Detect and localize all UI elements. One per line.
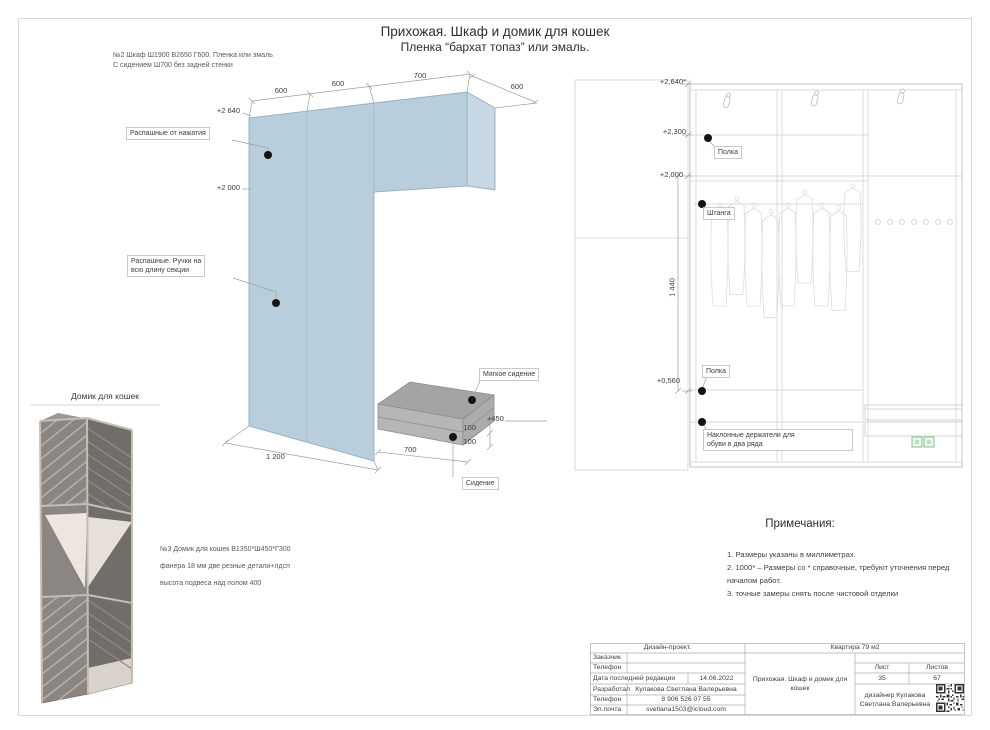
tb-sheet-title xyxy=(745,653,855,715)
qr-code xyxy=(936,684,964,712)
el-elev-2300: +2,300 xyxy=(662,127,686,136)
tb-customer-label: Заказчик xyxy=(593,654,621,661)
label-handles-line2: всю длину секции xyxy=(131,267,190,274)
tb-designer-line2: Светлана Валерьевна xyxy=(859,700,931,708)
elevation-view-drawing xyxy=(570,75,970,475)
tb-developed-value: Кулакова Светлана Валерьевна xyxy=(635,685,737,693)
cat-house-note xyxy=(160,541,291,592)
tb-phone2-label: Телефон xyxy=(593,696,622,703)
iso-dim-100-1: 100 xyxy=(463,423,476,432)
wardrobe-spec-line1: №2 Шкаф Ш1900 В2650 Г600. Пленка или эмаль xyxy=(113,52,273,59)
label-shoe-line2: обуви в два ряда xyxy=(707,441,763,448)
tb-email-label: Эл.почта xyxy=(593,706,622,713)
cat-note-line2: фанера 18 мм две резные детали+лдсп xyxy=(160,563,290,570)
sheet-title: Прихожая. Шкаф и домик для кошек xyxy=(380,24,610,39)
tb-date-label: Дата последней редакции xyxy=(593,674,676,682)
el-elev-2000: +2,000 xyxy=(659,170,683,179)
wardrobe-spec-note xyxy=(113,51,273,71)
notes-heading: Примечания: xyxy=(765,518,835,530)
iso-dim-600-2: 600 xyxy=(331,79,345,88)
label-seat: Сидение xyxy=(462,477,499,490)
note-item-3: 3. точные замеры снять после чистовой отделки xyxy=(727,589,899,598)
label-soft-seat: Мягкое сидение xyxy=(479,368,539,381)
label-shelf-top: Полка xyxy=(714,146,742,159)
tb-sheet-label: Лист xyxy=(874,664,890,671)
tb-apartment: Квартира 79 м2 xyxy=(830,644,880,651)
el-elev-2640: +2,640* xyxy=(659,77,686,86)
label-rod: Штанга xyxy=(703,207,735,220)
iso-dim-600-3: 600 xyxy=(510,82,524,91)
label-shoe-holders xyxy=(703,429,853,451)
iso-dim-600-1: 600 xyxy=(274,86,288,95)
iso-dim-1200: 1 200 xyxy=(266,452,285,461)
label-push-to-open: Распашные от нажатия xyxy=(126,127,210,140)
iso-elev-450: +450 xyxy=(487,414,504,423)
tb-sheets-num: 67 xyxy=(933,674,941,682)
tb-sheet-num: 35 xyxy=(878,674,886,682)
iso-dim-100-2: 100 xyxy=(463,437,476,446)
tb-sheet-title-line2: кошек xyxy=(790,685,810,692)
tb-developed-label: Разработал xyxy=(593,685,630,693)
iso-elev-2640: +2 640 xyxy=(216,106,240,115)
tb-email-value: svetlana1503@icloud.com xyxy=(646,706,726,713)
notes-list xyxy=(727,548,952,600)
iso-dim-700-top: 700 xyxy=(413,71,427,80)
label-shelf-low: Полка xyxy=(702,365,730,378)
tb-sheet-title-line1: Прихожая. Шкаф и домик для xyxy=(752,676,848,683)
tb-sheets-label: Листов xyxy=(925,664,949,671)
sheet-subtitle: Пленка “бархат топаз” или эмаль. xyxy=(400,40,590,54)
iso-dim-700-seat: 700 xyxy=(404,445,417,454)
label-shoe-line1: Наклонные держатели для xyxy=(707,432,795,439)
cat-note-line1: №3 Домик для кошек В1350*Ш450*Г300 xyxy=(160,546,291,553)
tb-phone2-value: 8 906 526 07 55 xyxy=(661,696,711,703)
tb-project: Дизайн-проект. xyxy=(643,644,692,651)
tb-designer-line1: дизайнер Кулакова xyxy=(864,691,926,699)
wardrobe-spec-line2: С сидением Ш700 без задней стенки xyxy=(113,62,233,69)
tb-designer xyxy=(855,684,935,715)
note-item-1: 1. Размеры указаны в миллиметрах. xyxy=(727,550,856,559)
iso-elev-2000: +2 000 xyxy=(216,183,240,192)
el-dim-1440: 1 440 xyxy=(667,278,677,297)
tb-date-value: 14.06.2022 xyxy=(699,674,734,682)
tb-phone-label: Телефон xyxy=(593,664,622,671)
cat-note-line3: высота подвеса над полом 400 xyxy=(160,580,262,587)
note-item-2: 2. 1000* – Размеры со * справочные, требуют уточнения перед началом работ. xyxy=(727,563,950,585)
el-elev-0560: +0,560 xyxy=(656,376,680,385)
label-handles-line1: Распашные. Ручки на xyxy=(131,258,202,265)
cat-house-title: Домик для кошек xyxy=(71,391,139,401)
label-handles xyxy=(127,255,205,277)
